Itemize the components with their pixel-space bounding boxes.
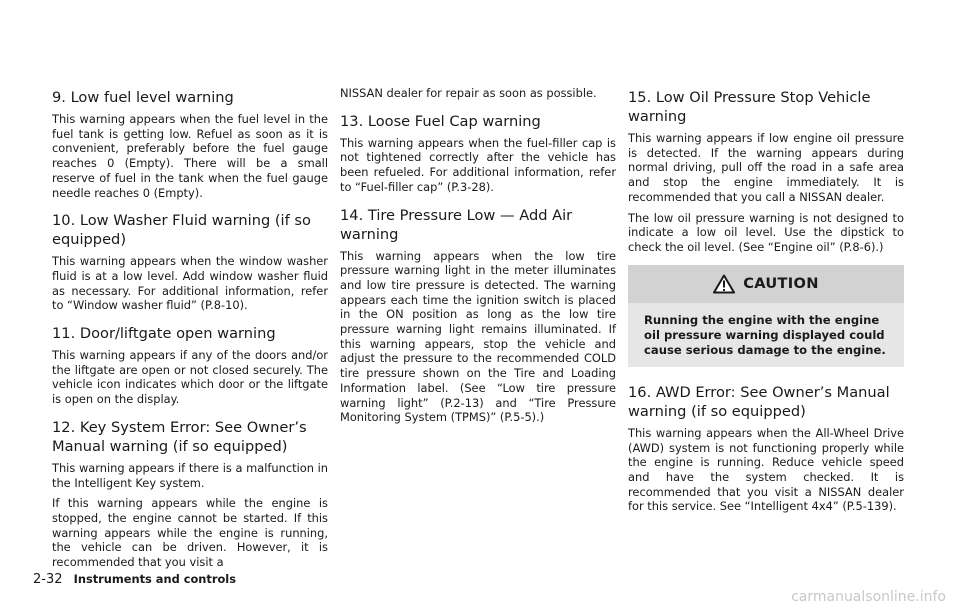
- section-15-paragraph-2: The low oil pressure warning is not designed to indicate a low oil level. Use the dipstick to check the oil level. (See “Engine oil” (P.8-6).): [628, 210, 904, 254]
- section-9-heading: 9. Low fuel level warning: [52, 89, 234, 106]
- warning-triangle-icon: [713, 274, 735, 294]
- section-11-heading: 11. Door/liftgate open warning: [52, 325, 276, 343]
- column-2: [340, 86, 616, 431]
- column-1: [52, 88, 328, 576]
- section-15-paragraph-1: This warning appears if low engine oil pressure is detected. If the warning appears during normal driving, pull off the road in a safe area and stop the engine immediately. It is recommended that you call a NISSAN dealer.: [628, 131, 904, 204]
- section-10-heading: 10. Low Washer Fluid warning (if so equipped): [52, 212, 311, 249]
- watermark: carmanualsonline.info: [791, 589, 946, 605]
- section-13-heading: 13. Loose Fuel Cap warning: [340, 112, 541, 130]
- section-12-paragraph-1: This warning appears if there is a malfunction in the Intelligent Key system.: [52, 460, 328, 490]
- section-12-paragraph-2: If this warning appears while the engine is stopped, the engine cannot be started. If this warning appears while the engine is running, the vehicle can be driven. However, it is recommended that you visit a: [52, 496, 328, 570]
- section-12-continued-paragraph: NISSAN dealer for repair as soon as possible.: [340, 86, 597, 100]
- caution-text: Running the engine with the engine oil pressure warning displayed could cause serious damage to the engine.: [644, 312, 886, 358]
- caution-title: CAUTION: [743, 275, 819, 293]
- section-16-heading: 16. AWD Error: See Owner’s Manual warning (if so equipped): [628, 383, 890, 420]
- page-footer: [33, 568, 236, 587]
- section-15-heading: 15. Low Oil Pressure Stop Vehicle warning: [628, 89, 871, 125]
- page-number: 2-32: [33, 572, 63, 587]
- section-12-heading: 12. Key System Error: See Owner’s Manual warning (if so equipped): [52, 418, 307, 455]
- section-11-paragraph: This warning appears if any of the doors and/or the liftgate are open or not closed securely. The vehicle icon indicates which door or the liftgate is open on the display.: [52, 348, 328, 407]
- caution-box: [628, 265, 904, 367]
- footer-section-name: Instruments and controls: [73, 572, 236, 586]
- column-3: [628, 88, 904, 520]
- section-14-paragraph: This warning appears when the low tire pressure warning light in the meter illuminates and low tire pressure is detected. The warning appears each time the ignition switch is placed in the ON position as long as the low tire pressure warning light remains illuminated. If this warning appears, stop the vehicle and adjust the pressure to the recommended COLD tire pressure shown on the Tire and Loading Information label. (See “Low tire pressure warning light” (P.2-13) and “Tire Pressure Monitoring System (TPMS)” (P.5-5).): [340, 248, 616, 425]
- section-13-paragraph: This warning appears when the fuel-filler cap is not tightened correctly after the vehicle has been refueled. For additional information, refer to “Fuel-filler cap” (P.3-28).: [340, 135, 616, 194]
- section-16-paragraph: This warning appears when the All-Wheel Drive (AWD) system is not functioning properly while the engine is running. Reduce vehicle speed and have the system checked. It is recommended that you visit a NISSAN dealer for this service. See “Intelligent 4x4” (P.5-139).: [628, 425, 904, 514]
- section-9-paragraph: This warning appears when the fuel level in the fuel tank is getting low. Refuel as soon as it is convenient, preferably before the fuel gauge reaches 0 (Empty). There will be a small reserve of fuel in the tank when the fuel gauge needle reaches 0 (Empty).: [52, 112, 328, 200]
- caution-header: [628, 265, 904, 303]
- section-10-paragraph: This warning appears when the window washer fluid is at a low level. Add window washer fluid as necessary. For additional information, refer to “Window washer fluid” (P.8-10).: [52, 254, 328, 313]
- section-14-heading: 14. Tire Pressure Low — Add Air warning: [340, 206, 573, 243]
